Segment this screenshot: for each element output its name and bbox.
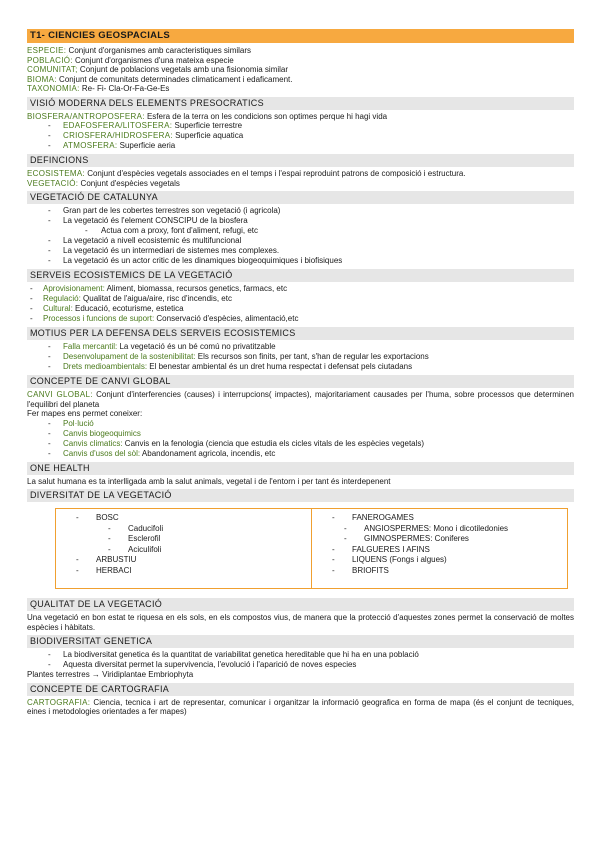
table-item-briofits: BRIOFITS — [352, 565, 389, 575]
list-item: - ATMOSFERA: Superficie aeria — [27, 141, 574, 151]
def-cartografia: Ciencia, tecnica i art de representar, comunicar i organitzar la informació geografica en forma de mapa (és el conjunt de tecniques, eines i metodologies orientades a fer mapes) — [27, 697, 574, 716]
list-item: - CRIOSFERA/HIDROSFERA: Superficie aquatica — [27, 131, 574, 141]
section-heading-diversitat: DIVERSITAT DE LA VEGETACIÓ — [27, 489, 574, 502]
list-item: - Canvis climatics: Canvis en la fenologia (ciencia que estudia els cicles vitals de les espècies vegetals) — [27, 439, 574, 449]
term-canvi-global: CANVI GLOBAL: — [27, 390, 93, 399]
table-item-liquens: LIQUENS — [352, 555, 388, 564]
section-heading-catalunya: VEGETACIÓ DE CATALUNYA — [27, 191, 574, 204]
table-subitem: Caducifoli — [128, 523, 164, 533]
section-heading-qualitat: QUALITAT DE LA VEGETACIÓ — [27, 598, 574, 611]
list-item: - La vegetació és un actor critic de les dinamiques biogeoquimiques i biofisiques — [27, 256, 574, 266]
table-item-falgueres: FALGUERES I AFINS — [352, 544, 430, 554]
list-item: - La vegetació a nivell ecosistemic és multifuncional — [27, 236, 574, 246]
def-taxonomia: Re- Fi- Cla-Or-Fa-Ge-Es — [79, 84, 170, 93]
basic-definitions — [27, 46, 574, 94]
list-item: - La vegetació és un intermediari de sistemes mes complexes. — [27, 246, 574, 256]
section-heading-definicions: DEFINCIONS — [27, 154, 574, 167]
table-item-bosc: BOSC — [96, 513, 119, 522]
list-item: - La vegetació és l'element CONSCIPU de la biosfera — [27, 216, 574, 226]
list-item: - Processos i funcions de suport: Conservació d'espècies, alimentació,etc — [27, 314, 574, 324]
section-heading-cartografia: CONCEPTE DE CARTOGRAFIA — [27, 683, 574, 696]
list-item: - Cultural: Educació, ecoturisme, estetica — [27, 304, 574, 314]
table-subitem: Esclerofil — [128, 534, 161, 543]
list-item: - Aquesta diversitat permet la supervivencia, l'evolució i l'aparició de noves especies — [27, 660, 574, 670]
diversity-left-column — [56, 509, 311, 588]
term-comunitat: COMUNITAT; — [27, 65, 78, 74]
one-health-text: La salut humana es ta interlligada amb la salut animals, vegetal i de l'entorn i per tant és interdepenent — [27, 476, 391, 486]
term-biosfera: BIOSFERA/ANTROPOSFERA: — [27, 111, 145, 121]
list-item: - Gran part de les cobertes terrestres son vegetació (i agricola) — [27, 206, 574, 216]
list-item: - Aprovisionament: Aliment, biomassa, recursos genetics, farmacs, etc — [27, 284, 574, 294]
diversity-table — [55, 508, 568, 589]
def-poblacio: Conjunt d'organismes d'una mateixa especie — [72, 55, 234, 65]
def-bioma: Conjunt de comunitats determinades climaticament i edaficament. — [56, 74, 293, 84]
document-page — [27, 29, 574, 717]
table-item-fanerogames: FANEROGAMES — [352, 513, 414, 522]
list-item: - Canvis d'usos del sòl: Abandonament agricola, incendis, etc — [27, 449, 574, 459]
qualitat-text: Una vegetació en bon estat te riquesa en els sols, en els compostos vius, de manera que la protecció d'aquestes zones permet la conservació de moltes espècies i hàbitats. — [27, 613, 574, 632]
list-item: - Pol·lució — [27, 419, 574, 429]
list-item: - La biodiversitat genetica és la quantitat de variabilitat genetica hereditable que hi ha en una població — [27, 650, 574, 660]
term-poblacio: POBLACIÓ: — [27, 55, 73, 65]
document-title: T1- CIENCIES GEOSPACIALS — [27, 29, 574, 43]
list-item: - Desenvolupament de la sostenibilitat: Els recursos son finits, per tant, s'han de regular les exportacions — [27, 352, 574, 362]
term-ecosistema: ECOSISTEMA: — [27, 169, 85, 178]
term-cartografia: CARTOGRAFIA: — [27, 697, 91, 707]
term-bioma: BIOMA: — [27, 74, 57, 84]
def-canvi-global: Conjunt d'interferencies (causes) i interrupcions( impactes), majoritariament causades per l'huma, sobre processos que determinen l'equilibri del planeta — [27, 390, 575, 409]
def-especie: Conjunt d'organismes amb caracteristiques similars — [66, 46, 252, 55]
term-vegetacio: VEGETACIÓ: — [27, 178, 79, 188]
list-item: - Drets medioambientals: El benestar ambiental és un dret huma respectat i defensat pels ciutadans — [27, 362, 574, 372]
list-item: - Canvis biogeoquimics — [27, 429, 574, 439]
canvi-global-lead: Fer mapes ens permet coneixer: — [27, 409, 143, 418]
list-item: - EDAFOSFERA/LITOSFERA: Superficie terrestre — [27, 121, 574, 131]
diversity-right-column: - FANEROGAMES - ANGIOSPERMES: Mono i dicotiledonies - GIMNOSPERMES: Coniferes - FALGUERES I AFINS - LIQUENS (Fongs i algues) - BRIOFITS — [311, 509, 567, 588]
section-heading-one-health: ONE HEALTH — [27, 462, 574, 475]
table-item-herbaci: HERBACI — [96, 565, 132, 575]
list-item: - Regulació: Qualitat de l'aigua/aire, risc d'incendis, etc — [27, 294, 574, 304]
section-heading-serveis: SERVEIS ECOSISTEMICS DE LA VEGETACIÓ — [27, 269, 574, 282]
table-subitem: Aciculifoli — [128, 544, 162, 554]
sub-list-item: - Actua com a proxy, font d'aliment, refugi, etc — [27, 226, 574, 236]
table-item-arbustiu: ARBUSTIU — [96, 555, 137, 564]
section-heading-presocratics: VISIÓ MODERNA DELS ELEMENTS PRESOCRATICS — [27, 97, 574, 110]
def-ecosistema: Conjunt d'espècies vegetals associades en el temps i l'espai reproduint patrons de composició i estructura. — [84, 169, 466, 178]
list-item: - Falla mercantil: La vegetació és un bé comú no privatitzable — [27, 342, 574, 352]
term-taxonomia: TAXONOMIA: — [27, 84, 80, 93]
section-heading-motius: MOTIUS PER LA DEFENSA DELS SERVEIS ECOSISTEMICS — [27, 327, 574, 340]
section-heading-canvi-global: CONCEPTE DE CANVI GLOBAL — [27, 375, 574, 388]
biodiversitat-tail: Plantes terrestres → Viridiplantae Embriophyta — [27, 670, 194, 679]
def-vegetacio: Conjunt d'espècies vegetals — [78, 178, 180, 188]
section-heading-biodiversitat: BIODIVERSITAT GENETICA — [27, 635, 574, 648]
def-biosfera: Esfera de la terra on les condicions son optimes perque hi hagi vida — [144, 111, 388, 121]
def-comunitat: Conjunt de poblacions vegetals amb una fisionomia similar — [77, 65, 289, 74]
term-especie: ESPECIE: — [27, 46, 67, 55]
